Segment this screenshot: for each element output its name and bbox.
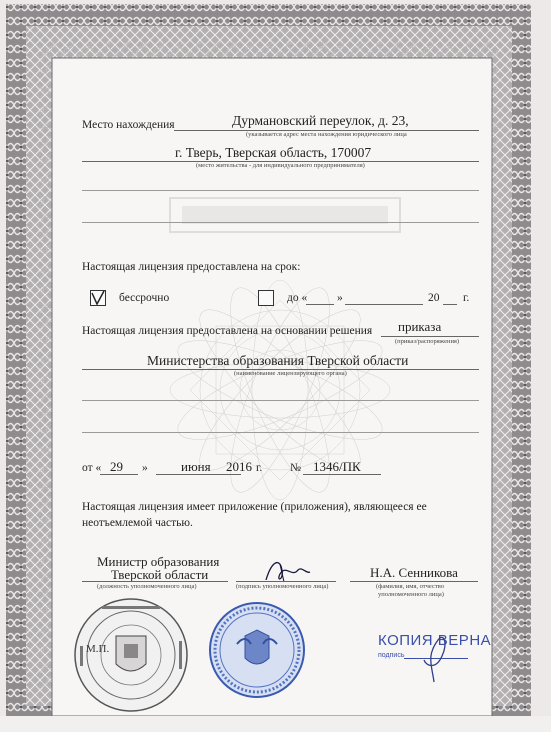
until-checkbox: [258, 290, 274, 306]
location-label: Место нахождения: [82, 119, 175, 131]
ministry-round-stamp: [72, 596, 190, 714]
signer-position-line-1: Министр образования: [97, 554, 220, 569]
number-value: 1346/ПК: [313, 459, 361, 474]
copy-stamp-sign-label: подпись: [378, 652, 405, 659]
day-underline: [100, 474, 138, 475]
copy-stamp-signature: [404, 626, 464, 686]
number-sign: №: [290, 462, 301, 474]
number-underline: [303, 474, 381, 475]
basis-label: Настоящая лицензия предоставлена на основании решения: [82, 325, 373, 337]
date-prefix: от «: [82, 462, 102, 474]
location-value: Дурмановский переулок, д. 23,: [232, 113, 409, 128]
appendix-text-line-1: Настоящая лицензия имеет приложение (приложения), являющееся ее: [82, 501, 427, 513]
position-note: (должность уполномоченного лица): [97, 583, 197, 590]
authority-note: (наименование лицензирующего органа): [234, 370, 347, 377]
year-value: 2016: [226, 459, 252, 474]
signer-position-line-2: Тверской области: [111, 567, 209, 582]
until-label: до «: [287, 292, 308, 304]
year-g: г.: [256, 462, 263, 474]
day-value: 29: [110, 459, 123, 474]
indefinite-checkbox: [90, 290, 106, 306]
indefinite-label: бессрочно: [119, 292, 170, 304]
decision-note: (приказ/распоряжения): [395, 338, 460, 345]
appendix-text-line-2: неотъемлемой частью.: [82, 517, 193, 529]
term-label: Настоящая лицензия предоставлена на срок:: [82, 261, 301, 273]
until-year-line: [443, 304, 457, 305]
month-value: июня: [181, 459, 211, 474]
name-note-line-1: (фамилия, имя, отчество: [376, 583, 444, 590]
signature-note: (подпись уполномоченного лица): [236, 583, 329, 590]
decision-underline: [381, 336, 479, 337]
empty-line-3: [82, 400, 479, 401]
residence-note: (место жительства - для индивидуального предпринимателя): [196, 162, 365, 169]
copy-verified-stamp: КОПИЯ ВЕРНА: [378, 632, 492, 649]
authority-value: Министерства образования Тверской области: [147, 353, 409, 368]
mp-label: М.П.: [86, 643, 110, 655]
check-mark-icon: [91, 291, 105, 305]
empty-line-1: [82, 190, 479, 191]
until-month-line: [345, 304, 423, 305]
name-note-line-2: уполномоченного лица): [378, 591, 444, 598]
blue-emblem-stamp: [207, 600, 307, 700]
until-close: »: [337, 292, 343, 304]
until-day-line: [306, 304, 334, 305]
empty-line-4: [82, 432, 479, 433]
signer-name: Н.А. Сенникова: [370, 565, 458, 580]
empty-line-2: [82, 222, 479, 223]
date-close: »: [142, 462, 148, 474]
name-underline: [350, 581, 478, 582]
position-underline: [82, 581, 228, 582]
location-note: (указывается адрес места нахождения юридического лица: [246, 131, 407, 138]
city-value: г. Тверь, Тверская область, 170007: [175, 145, 372, 160]
year-suffix: г.: [463, 292, 470, 304]
decision-value: приказа: [398, 319, 442, 334]
signature-underline: [236, 581, 336, 582]
year-label: 20: [428, 292, 440, 304]
